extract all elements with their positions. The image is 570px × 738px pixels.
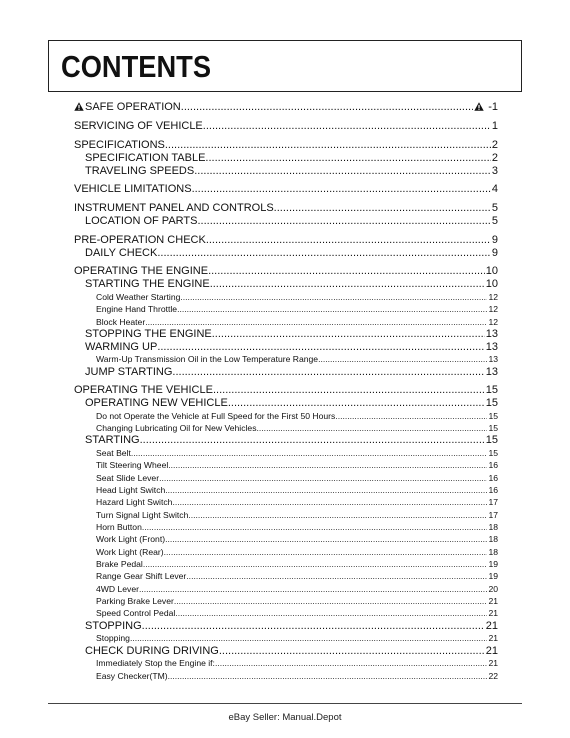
toc-entry[interactable] <box>74 341 498 354</box>
toc-entry-text: Warm-Up Transmission Oil in the Low Temperature Range <box>96 354 319 365</box>
dot-leader <box>335 410 487 422</box>
toc-page-text: 21 <box>488 633 498 644</box>
toc-entry-text: Range Gear Shift Lever <box>96 571 187 582</box>
toc-page-number <box>487 472 498 484</box>
toc-page-number <box>487 546 498 558</box>
toc-page-text: 10 <box>485 265 498 278</box>
toc-entry[interactable] <box>74 645 498 658</box>
dot-leader <box>157 341 484 354</box>
toc-entry-text: Turn Signal Light Switch <box>96 509 189 520</box>
toc-page-text: 17 <box>488 509 498 520</box>
toc-page-number <box>487 303 498 315</box>
toc-entry-label <box>96 496 172 508</box>
footer-text: eBay Seller: Manual.Depot <box>228 712 342 723</box>
toc-entry-text: STOPPING THE ENGINE <box>85 328 212 340</box>
toc-entry-text: Immediately Stop the Engine if: <box>96 658 215 669</box>
toc-page-text: 15 <box>488 423 498 434</box>
toc-page-number <box>487 410 498 422</box>
dot-leader <box>192 183 491 196</box>
toc-entry[interactable] <box>74 247 498 260</box>
toc-page-text: 17 <box>488 497 498 508</box>
dot-leader <box>140 434 485 447</box>
toc-entry[interactable] <box>74 434 498 447</box>
dot-leader <box>165 484 487 496</box>
dot-leader <box>180 291 487 303</box>
toc-page-text: 21 <box>488 658 498 669</box>
toc-entry-label <box>96 459 168 471</box>
toc-page-number <box>487 353 498 365</box>
toc-entry[interactable] <box>74 152 498 165</box>
toc-page-number <box>491 202 498 215</box>
toc-page-number <box>485 278 498 291</box>
toc-entry-label <box>96 558 143 570</box>
dot-leader <box>194 165 491 178</box>
toc-page-number <box>487 607 498 619</box>
warning-triangle-icon <box>474 102 484 111</box>
toc-entry-label <box>74 101 181 114</box>
toc-entry[interactable] <box>74 183 498 196</box>
toc-entry[interactable] <box>74 496 498 508</box>
toc-entry-text: STARTING THE ENGINE <box>85 278 210 291</box>
toc-entry-label <box>96 291 180 303</box>
toc-entry-text: OPERATING NEW VEHICLE <box>85 397 228 410</box>
toc-entry[interactable] <box>74 278 498 291</box>
toc-page-number <box>487 558 498 570</box>
table-of-contents <box>74 101 498 688</box>
toc-entry-text: STOPPING <box>85 619 142 632</box>
toc-entry-text: SAFE OPERATION <box>85 101 181 113</box>
toc-page-text: 5 <box>491 215 498 228</box>
dot-leader <box>172 496 487 508</box>
toc-page-text: 19 <box>488 571 498 582</box>
toc-entry-label <box>74 202 274 215</box>
toc-entry-text: INSTRUMENT PANEL AND CONTROLS <box>74 202 274 215</box>
toc-page-number <box>487 496 498 508</box>
toc-entry-text: PRE-OPERATION CHECK <box>74 233 206 246</box>
toc-entry-text: SERVICING OF VEHICLE <box>74 120 203 132</box>
toc-page-text: 2 <box>491 152 498 164</box>
footer-divider <box>48 703 522 704</box>
toc-entry-label <box>96 607 175 619</box>
dot-leader <box>177 303 487 315</box>
toc-entry[interactable] <box>74 632 498 644</box>
toc-entry[interactable] <box>74 139 498 152</box>
toc-entry-label <box>74 183 192 196</box>
toc-entry[interactable] <box>74 120 498 133</box>
toc-page-text: 21 <box>488 608 498 619</box>
toc-entry-text: 4WD Lever <box>96 583 139 594</box>
dot-leader <box>145 316 487 328</box>
dot-leader <box>205 152 490 165</box>
toc-page-text: 9 <box>491 246 498 259</box>
dot-leader <box>168 459 487 471</box>
dot-leader <box>206 234 491 247</box>
toc-page-text: 5 <box>491 202 498 215</box>
toc-entry[interactable] <box>74 101 498 114</box>
toc-section <box>74 234 498 260</box>
toc-entry-label <box>96 546 164 558</box>
toc-entry[interactable] <box>74 620 498 633</box>
toc-section <box>74 120 498 133</box>
toc-entry-text: WARMING UP <box>85 340 158 353</box>
toc-page-text: 9 <box>491 233 498 246</box>
toc-entry-label <box>85 620 142 633</box>
toc-entry-label <box>85 366 172 379</box>
dot-leader <box>208 265 485 278</box>
toc-section <box>74 139 498 177</box>
toc-entry[interactable] <box>74 607 498 619</box>
page-title: CONTENTS <box>61 49 212 84</box>
dot-leader <box>210 278 485 291</box>
dot-leader <box>174 595 488 607</box>
toc-page-number <box>485 366 498 379</box>
toc-page-number <box>473 101 498 114</box>
toc-page-number <box>487 521 498 533</box>
toc-entry-label <box>85 215 197 228</box>
dot-leader <box>203 120 491 133</box>
toc-entry[interactable] <box>74 316 498 328</box>
toc-entry-text: OPERATING THE VEHICLE <box>74 384 213 397</box>
toc-entry-label <box>74 384 213 397</box>
toc-page-text: 16 <box>488 472 498 483</box>
toc-entry[interactable] <box>74 595 498 607</box>
toc-page-number <box>487 316 498 328</box>
toc-page-text: 13 <box>488 354 498 365</box>
toc-entry[interactable] <box>74 353 498 365</box>
toc-entry-label <box>96 472 159 484</box>
toc-page-number <box>487 570 498 582</box>
toc-page-text: 2 <box>491 139 498 151</box>
toc-page-number <box>487 509 498 521</box>
toc-page-text: -1 <box>488 101 498 113</box>
toc-entry-label <box>96 521 142 533</box>
toc-page-text: 15 <box>485 384 498 397</box>
toc-entry-label <box>96 632 130 644</box>
toc-entry-text: SPECIFICATIONS <box>74 139 165 151</box>
warning-triangle-icon <box>74 102 84 111</box>
title-box <box>48 40 522 92</box>
toc-entry[interactable] <box>74 570 498 582</box>
toc-page-number <box>485 645 498 658</box>
toc-entry[interactable] <box>74 397 498 410</box>
toc-entry-label <box>96 533 165 545</box>
toc-entry-label <box>96 316 145 328</box>
toc-page-number <box>487 459 498 471</box>
toc-entry-label <box>96 410 335 422</box>
toc-page-text: 15 <box>488 410 498 421</box>
toc-entry-text: Head Light Switch <box>96 485 166 496</box>
toc-entry-text: Changing Lubricating Oil for New Vehicles <box>96 423 257 434</box>
toc-entry-text: Do not Operate the Vehicle at Full Speed for the First 50 Hours <box>96 410 336 421</box>
toc-page-number <box>485 384 498 397</box>
toc-entry-text: VEHICLE LIMITATIONS <box>74 183 192 196</box>
toc-entry-label <box>85 165 194 178</box>
toc-page-text: 16 <box>488 485 498 496</box>
toc-entry-text: Block Heater <box>96 316 146 327</box>
toc-page-text: 22 <box>488 670 498 681</box>
toc-entry-text: Work Light (Rear) <box>96 546 164 557</box>
toc-entry[interactable] <box>74 583 498 595</box>
dot-leader <box>228 397 485 410</box>
toc-page-text: 15 <box>488 448 498 458</box>
toc-page-number <box>485 620 498 633</box>
toc-entry-text: CHECK DURING DRIVING <box>85 644 219 657</box>
toc-entry[interactable] <box>74 657 498 669</box>
toc-page-number <box>491 139 498 152</box>
dot-leader <box>186 570 487 582</box>
dot-leader <box>318 353 487 365</box>
toc-entry-label <box>96 422 257 434</box>
toc-page-number <box>487 583 498 595</box>
toc-entry-label <box>85 152 205 165</box>
toc-entry[interactable] <box>74 215 498 228</box>
toc-page-text: 21 <box>485 644 498 657</box>
dot-leader <box>215 657 487 669</box>
toc-entry-label <box>85 645 219 658</box>
toc-page-number <box>487 533 498 545</box>
toc-page-number <box>485 397 498 410</box>
toc-entry[interactable] <box>74 202 498 215</box>
toc-page-number <box>487 447 498 459</box>
toc-page-text: 21 <box>485 619 498 632</box>
toc-section <box>74 384 498 682</box>
toc-page-text: 4 <box>491 183 498 196</box>
toc-entry[interactable] <box>74 291 498 303</box>
dot-leader <box>257 422 488 434</box>
toc-page-number <box>487 670 498 682</box>
toc-page-number <box>487 291 498 303</box>
toc-page-number <box>487 657 498 669</box>
dot-leader <box>172 366 484 379</box>
toc-entry[interactable] <box>74 165 498 178</box>
dot-leader <box>157 247 491 260</box>
toc-page-number <box>487 422 498 434</box>
toc-page-text: 12 <box>488 304 498 315</box>
toc-page-text: 13 <box>485 365 498 378</box>
toc-page-number <box>487 595 498 607</box>
toc-entry-label <box>85 247 157 260</box>
toc-page-text: 15 <box>485 397 498 410</box>
toc-entry[interactable] <box>74 384 498 397</box>
dot-leader <box>165 533 487 545</box>
toc-entry-label <box>85 434 140 447</box>
dot-leader <box>142 620 485 633</box>
toc-entry-label <box>85 341 157 354</box>
toc-entry[interactable] <box>74 509 498 521</box>
toc-entry-text: Tilt Steering Wheel <box>96 460 169 471</box>
dot-leader <box>143 558 488 570</box>
toc-section <box>74 183 498 196</box>
toc-entry-text: Stopping <box>96 633 130 644</box>
toc-page-text: 18 <box>488 546 498 557</box>
toc-page-number <box>491 234 498 247</box>
dot-leader <box>219 645 485 658</box>
toc-page-text: 13 <box>485 328 498 340</box>
toc-entry-text: DAILY CHECK <box>85 246 158 259</box>
dot-leader <box>175 607 487 619</box>
toc-section <box>74 265 498 378</box>
toc-page-text: 16 <box>488 460 498 471</box>
toc-entry-text: Cold Weather Starting <box>96 291 181 302</box>
toc-entry-text: Hazard Light Switch <box>96 497 173 508</box>
toc-entry[interactable] <box>74 484 498 496</box>
toc-entry-label <box>96 484 165 496</box>
toc-section <box>74 101 498 114</box>
toc-entry[interactable] <box>74 234 498 247</box>
dot-leader <box>142 521 488 533</box>
dot-leader <box>168 670 488 682</box>
toc-entry-text: LOCATION OF PARTS <box>85 215 198 228</box>
toc-entry[interactable] <box>74 533 498 545</box>
toc-page-number <box>491 247 498 260</box>
toc-entry-text: Brake Pedal <box>96 559 143 570</box>
toc-section <box>74 202 498 228</box>
toc-page-text: 12 <box>488 316 498 327</box>
toc-page-number <box>487 484 498 496</box>
dot-leader <box>213 384 485 397</box>
toc-entry-label <box>85 328 212 341</box>
toc-entry-text: Work Light (Front) <box>96 534 166 545</box>
toc-page-text: 18 <box>488 534 498 545</box>
toc-entry[interactable] <box>74 546 498 558</box>
dot-leader <box>181 101 473 114</box>
toc-page-number <box>485 328 498 341</box>
toc-entry-label <box>74 120 203 133</box>
toc-entry-label <box>85 278 210 291</box>
toc-entry-text: Horn Button <box>96 522 142 533</box>
toc-page-number <box>491 165 498 178</box>
toc-page-number <box>485 341 498 354</box>
toc-page-text: 20 <box>488 583 498 594</box>
toc-entry-label <box>74 139 165 152</box>
toc-entry-label <box>96 670 168 682</box>
toc-entry-label <box>74 265 208 278</box>
toc-entry[interactable] <box>74 328 498 341</box>
dot-leader <box>165 139 491 152</box>
toc-entry-text: STARTING <box>85 434 140 447</box>
toc-entry-label <box>96 657 215 669</box>
toc-page-text: 15 <box>485 434 498 447</box>
dot-leader <box>188 509 487 521</box>
dot-leader <box>274 202 491 215</box>
toc-page-number <box>485 265 498 278</box>
toc-entry-label <box>74 234 206 247</box>
dot-leader <box>164 546 488 558</box>
toc-entry-text: JUMP STARTING <box>85 365 173 378</box>
toc-page-number <box>491 120 498 133</box>
toc-entry-text: Engine Hand Throttle <box>96 304 178 315</box>
toc-page-text: 18 <box>488 522 498 533</box>
dot-leader <box>130 632 488 644</box>
toc-entry-label <box>85 397 228 410</box>
toc-entry-text: SPECIFICATION TABLE <box>85 152 206 164</box>
toc-entry[interactable] <box>74 459 498 471</box>
toc-entry-text: Seat Slide Lever <box>96 472 160 483</box>
toc-entry-label <box>96 447 131 459</box>
toc-entry[interactable] <box>74 521 498 533</box>
dot-leader <box>197 215 490 228</box>
toc-entry[interactable] <box>74 303 498 315</box>
toc-page-number <box>487 632 498 644</box>
toc-entry-label <box>96 595 174 607</box>
toc-entry-label <box>96 509 188 521</box>
toc-page-text: 12 <box>488 291 498 302</box>
toc-entry-label <box>96 570 186 582</box>
dot-leader <box>159 472 487 484</box>
toc-page-text: 10 <box>485 278 498 291</box>
toc-entry[interactable] <box>74 410 498 422</box>
toc-entry[interactable] <box>74 472 498 484</box>
toc-entry-label <box>96 303 177 315</box>
toc-entry[interactable] <box>74 422 498 434</box>
toc-entry[interactable] <box>74 265 498 278</box>
toc-page-text: 21 <box>488 596 498 607</box>
toc-entry-label <box>96 353 318 365</box>
toc-entry-text: OPERATING THE ENGINE <box>74 265 209 278</box>
toc-page-number <box>485 434 498 447</box>
toc-entry-text: Easy Checker(TM) <box>96 670 168 681</box>
toc-page-number <box>491 183 498 196</box>
toc-entry[interactable] <box>74 558 498 570</box>
toc-page-text: 19 <box>488 559 498 570</box>
dot-leader <box>139 583 487 595</box>
toc-page-text: 13 <box>485 340 498 353</box>
toc-entry[interactable] <box>74 447 498 459</box>
toc-entry-text: Speed Control Pedal <box>96 608 176 619</box>
dot-leader <box>131 447 488 459</box>
toc-page-text: 1 <box>491 120 498 132</box>
toc-entry-text: TRAVELING SPEEDS <box>85 164 195 177</box>
toc-entry[interactable] <box>74 366 498 379</box>
toc-page-number <box>491 215 498 228</box>
toc-entry-text: Parking Brake Lever <box>96 596 174 607</box>
toc-page-text: 3 <box>491 164 498 177</box>
toc-entry[interactable] <box>74 670 498 682</box>
toc-entry-text: Seat Belt <box>96 448 131 458</box>
dot-leader <box>212 328 485 341</box>
toc-page-number <box>491 152 498 165</box>
toc-entry-label <box>96 583 139 595</box>
